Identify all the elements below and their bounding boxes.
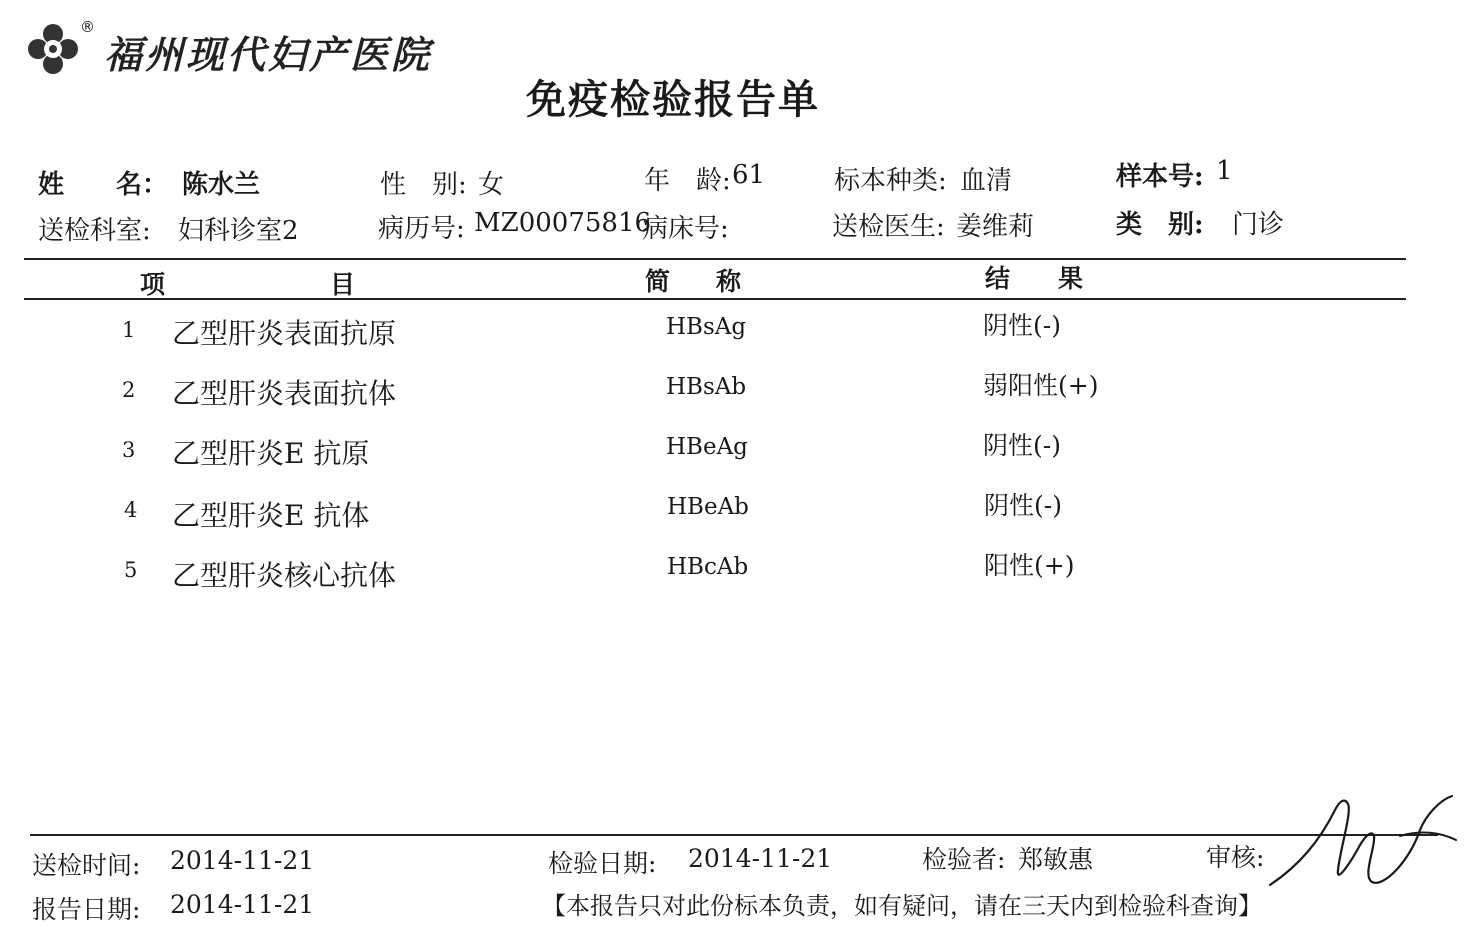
flower-logo-icon — [26, 22, 80, 76]
footer-rule — [30, 834, 1438, 836]
patient-age: 61 — [732, 160, 766, 190]
specimen-label: 标本种类: — [834, 166, 947, 196]
doctor-name: 姜维莉 — [956, 212, 1035, 242]
test-item: 乙型肝炎表面抗原 — [172, 317, 397, 350]
col-item-header-b: 目 — [330, 270, 356, 299]
send-time-label: 送检时间: — [32, 851, 141, 880]
col-item-header-a: 项 — [140, 270, 166, 299]
age-label: 年 龄: — [644, 166, 731, 196]
sample-no: 1 — [1216, 156, 1233, 186]
bed-label: 病床号: — [642, 214, 729, 244]
registered-mark: ® — [80, 18, 95, 36]
col-abbr-header-b: 称 — [716, 267, 742, 296]
test-result: 阴性(-) — [983, 311, 1061, 340]
test-abbr: HBcAb — [667, 554, 749, 580]
test-item: 乙型肝炎E 抗体 — [172, 499, 370, 532]
test-abbr: HBeAb — [667, 494, 749, 520]
record-no: MZ00075816 — [474, 208, 652, 238]
category: 门诊 — [1232, 210, 1285, 240]
test-date-label: 检验日期: — [548, 849, 657, 878]
report-date: 2014-11-21 — [170, 890, 315, 919]
hospital-logo-text: 福州现代妇产医院 — [104, 32, 433, 77]
test-date: 2014-11-21 — [688, 844, 833, 873]
specimen-type: 血清 — [960, 166, 1013, 196]
row-number: 3 — [122, 438, 136, 462]
test-result: 阴性(-) — [983, 431, 1061, 460]
category-label: 类 别: — [1116, 210, 1204, 240]
row-number: 5 — [124, 558, 138, 582]
handwritten-signature — [1260, 790, 1460, 900]
col-result-header-b: 果 — [1058, 264, 1084, 293]
col-abbr-header-a: 简 — [645, 267, 671, 296]
table-top-rule — [24, 258, 1406, 260]
test-item: 乙型肝炎E 抗原 — [172, 437, 370, 470]
gender-label: 性 别: — [380, 170, 467, 200]
test-abbr: HBeAg — [666, 434, 748, 460]
dept-label: 送检科室: — [38, 216, 151, 246]
report-date-label: 报告日期: — [32, 895, 141, 924]
name-label: 姓 名： — [38, 170, 169, 200]
sample-no-label: 样本号: — [1116, 162, 1204, 192]
tester-name: 郑敏惠 — [1018, 845, 1094, 874]
test-result: 阳性(+) — [984, 551, 1075, 580]
test-result: 阴性(-) — [984, 491, 1062, 520]
test-result: 弱阳性(+) — [983, 371, 1099, 400]
test-item: 乙型肝炎表面抗体 — [172, 377, 397, 410]
tester-label: 检验者: — [922, 845, 1006, 874]
review-label: 审核: — [1206, 843, 1265, 872]
send-time: 2014-11-21 — [170, 846, 315, 875]
row-number: 2 — [122, 378, 136, 402]
patient-gender: 女 — [478, 170, 505, 200]
test-abbr: HBsAg — [666, 314, 747, 340]
patient-name: 陈水兰 — [182, 170, 261, 200]
col-result-header-a: 结 — [985, 264, 1011, 293]
doctor-label: 送检医生: — [832, 212, 945, 242]
row-number: 1 — [122, 318, 136, 342]
table-header-rule — [24, 298, 1406, 300]
dept: 妇科诊室2 — [178, 216, 299, 246]
test-abbr: HBsAb — [666, 374, 747, 400]
record-label: 病历号: — [378, 214, 465, 244]
row-number: 4 — [124, 498, 138, 522]
test-item: 乙型肝炎核心抗体 — [172, 559, 397, 592]
report-title: 免疫检验报告单 — [526, 77, 820, 123]
disclaimer-notice: 【本报告只对此份标本负责，如有疑问，请在三天内到检验科查询】 — [542, 892, 1262, 920]
